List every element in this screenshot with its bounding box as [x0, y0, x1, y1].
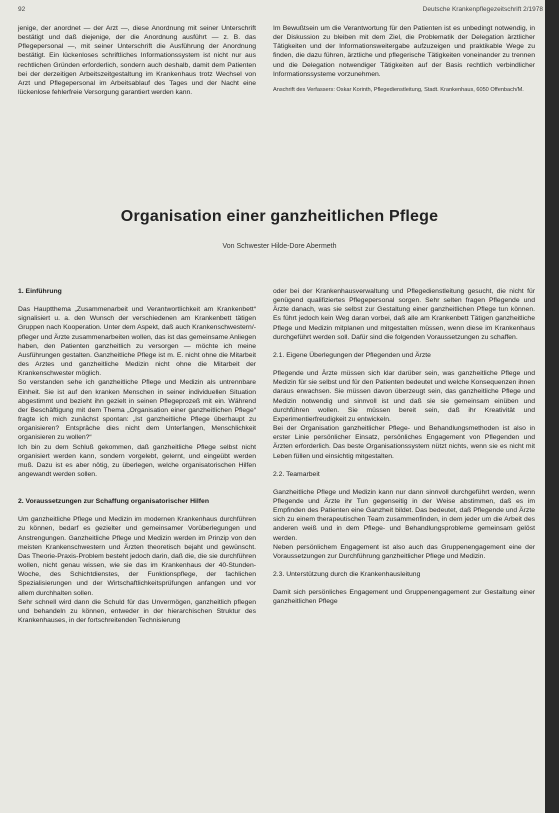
- section-heading: 2.1. Eigene Überlegungen der Pflegenden und Ärzte: [273, 351, 431, 359]
- section-heading: 2. Voraussetzungen zur Schaffung organisatorischer Hilfen: [18, 498, 209, 506]
- paragraph: jenige, der anordnet — der Arzt —, diese Anordnung mit seiner Unterschrift bestätigt und daß diejenige, der die Anordnung ausführt — z. B. das Pflegepersonal —, mit seiner Unterschrift die Ausführung der Anordnung bestätigt. Ein lückenloses schriftliches Informationssystem ist nicht nur aus rechtlichen Gründen erforderlich, sondern auch deshalb, damit dem Patienten bei der derzeitigen Arbeitszeitgestaltung im Krankenhaus trotz Wechsel von Arzt und Pflegepersonal im Arbeitsablauf des Tages und der Nacht eine lückenlose fehlerfreie Versorgung garantiert werden kann.: [18, 25, 256, 97]
- journal-title: Deutsche Krankenpflegezeitschrift 2/1978: [422, 6, 543, 13]
- section-heading: 2.3. Unterstützung durch die Krankenhausleitung: [273, 571, 421, 579]
- paragraph: Sehr schnell wird dann die Schuld für das Unvermögen, ganzheitlich pflegen und behandeln zu können, entweder in der hierarchischen Struktur des Krankenhauses, in der fortschreitenden Technisierung: [18, 598, 256, 624]
- section-heading: 1. Einführung: [18, 288, 62, 295]
- paragraph: Das Hauptthema „Zusammenarbeit und Verantwortlichkeit am Krankenbett“ signalisiert u. a. den Wunsch der verschiedenen am Krankenbett tätigen Gruppen nach Kooperation. Unter dem Aspekt, daß auch Krankenschwestern/-pfleger und Ärzte zusammenarbeiten wollen, das ist das gemeinsame Anliegen haben, den Patienten ganzheitlich zu versorgen — möchte ich meine Ausführungen gestalten. Ganzheitliche Pflege ist m. E. nicht ohne die Mitarbeit des Arztes und ganzheitliche Medizin nicht ohne die Mitarbeit der Krankenschwester möglich.: [18, 306, 256, 378]
- article-title-block: [0, 208, 559, 250]
- paragraph: Ganzheitliche Pflege und Medizin kann nur dann sinnvoll durchgeführt werden, wenn Pflegende und Ärzte ihr Tun gegenseitig in der Weise abstimmen, daß es im Empfinden des Patienten eine Ganzheit bildet. Das bedeutet, daß Pflegende und Ärzte sich zu einem therapeutischen Team zusammenfinden, in dem jeder um die Arbeit des anderen weiß und in dem Pflege- und Behandlungsprobleme gemeinsam gelöst werden.: [273, 488, 535, 542]
- article-column-left: [18, 287, 256, 625]
- paragraph: Ich bin zu dem Schluß gekommen, daß ganzheitliche Pflege selbst nicht organisiert werden kann, sondern vorgelebt, gelernt, und eingeübt werden muß. Dazu ist es aber nötig, zu überlegen, welche organisatorischen Hilfen angewandt werden sollen.: [18, 443, 256, 478]
- continued-text-right: [273, 24, 535, 94]
- scan-edge-shadow: [545, 0, 559, 813]
- paragraph: So verstanden sehe ich ganzheitliche Pflege und Medizin als untrennbare Einheit. Sie ist auf den kranken Menschen in seiner individuellen Situation abgestimmt und bezieht ihn gezielt in seinen Pflegeprozeß mit ein. Während der Beschäftigung mit dem Thema „Organisation einer ganzheitlichen Pflege“ fragte ich mich zunächst spontan: „Ist ganzheitliche Pflege überhaupt zu organisieren? Entspräche dies nicht dem Unterfangen, Menschlichkeit organisieren zu wollen?“: [18, 379, 256, 442]
- article-byline: Von Schwester Hilde-Dore Abermeth: [222, 243, 337, 250]
- running-header: [18, 6, 543, 18]
- paragraph: Pflegende und Ärzte müssen sich klar darüber sein, was ganzheitliche Pflege und Medizin für sie selbst und für den Patienten bedeutet und welche Konsequenzen ihnen daraus erwachsen. Sie müssen davon überzeugt sein, das ganzheitliche Pflege und Medizin notwendig und sinnvoll ist und daß sie sie gemeinsam einüben und durchführen wollen. Sie müssen bereit sein, daß ihr Kreativität und Experimentierfreudigkeit zu entwickeln.: [273, 370, 535, 423]
- paragraph: Neben persönlichem Engagement ist also auch das Gruppenengagement eine der Voraussetzungen zur Durchführung ganzheitlicher Pflege und Medizin.: [273, 543, 535, 560]
- paragraph: Um ganzheitliche Pflege und Medizin im modernen Krankenhaus durchführen zu können, bedarf es gezielter und gemeinsamer Vorüberlegungen und Anstrengungen. Ganzheitliche Pflege und Medizin werden im Prinzip von den meisten Krankenschwestern und Ärzten theoretisch bejaht und gewünscht. Das Theorie-Praxis-Problem besteht jedoch darin, daß die, die sie durchführen wollen, nicht genau wissen, wie sie das im Krankenhaus der 40-Stunden-Woche, des Schichtdienstes, der Funktionspflege, der fachlichen Spezialisierungen und der Wirtschaftlichkeitsprüfungen anfangen und vor allem durchhalten sollen.: [18, 516, 256, 597]
- article-column-right: [273, 287, 535, 607]
- continued-text-left: [18, 24, 256, 97]
- paragraph: Im Bewußtsein um die Verantwortung für den Patienten ist es unbedingt notwendig, in der Diskussion zu bleiben mit dem Ziel, die Problematik der Delegation ärztlicher Tätigkeiten und der Informationsweitergabe aufzuzeigen und praktikable Wege zu finden, die dazu führen, ärztliche und pflegerische Tätigkeiten voneinander zu trennen und die Delegation notwendiger Tätigkeiten auf der Basis rechtlich verbindlicher Informationssysteme vorzunehmen.: [273, 25, 535, 78]
- article-title: Organisation einer ganzheitlichen Pflege: [120, 208, 439, 225]
- author-address-footnote: Anschrift des Verfassers: Oskar Korinth, Pflegedienstleitung, Stadt. Krankenhaus, 6050 Offenbach/M.: [273, 86, 524, 93]
- section-heading: 2.2. Teamarbeit: [273, 470, 320, 478]
- paragraph: Damit sich persönliches Engagement und Gruppenengagement zur Gestaltung einer ganzheitlichen Pflege: [273, 589, 535, 606]
- paragraph: Bei der Organisation ganzheitlicher Pflege- und Behandlungsmethoden ist also in erster Linie persönlicher Einsatz, persönliches Engagement von Pflegenden und Ärzten erforderlich. Das beste Organisationssystem nützt nichts, wenn sie es nicht mit Leben füllen und einsichtig mitgestalten.: [273, 425, 535, 460]
- paragraph: oder bei der Krankenhausverwaltung und Pflegedienstleitung gesucht, die nicht für genügend qualifiziertes Pflegepersonal sorgen. Sehr selten fragen Pflegende und Ärzte danach, was sie selbst zur Gestaltung einer ganzheitlichen Pflege tun können. Es führt jedoch kein Weg daran vorbei, daß alle am Krankenbett Tätigen ganzheitliche Pflege und Medizin mitplanen und mitgestalten müssen, wenn diese im Krankenhaus durchgeführt werden soll. Dafür sind die folgenden Voraussetzungen zu schaffen.: [273, 288, 535, 341]
- page-number: 92: [18, 6, 26, 13]
